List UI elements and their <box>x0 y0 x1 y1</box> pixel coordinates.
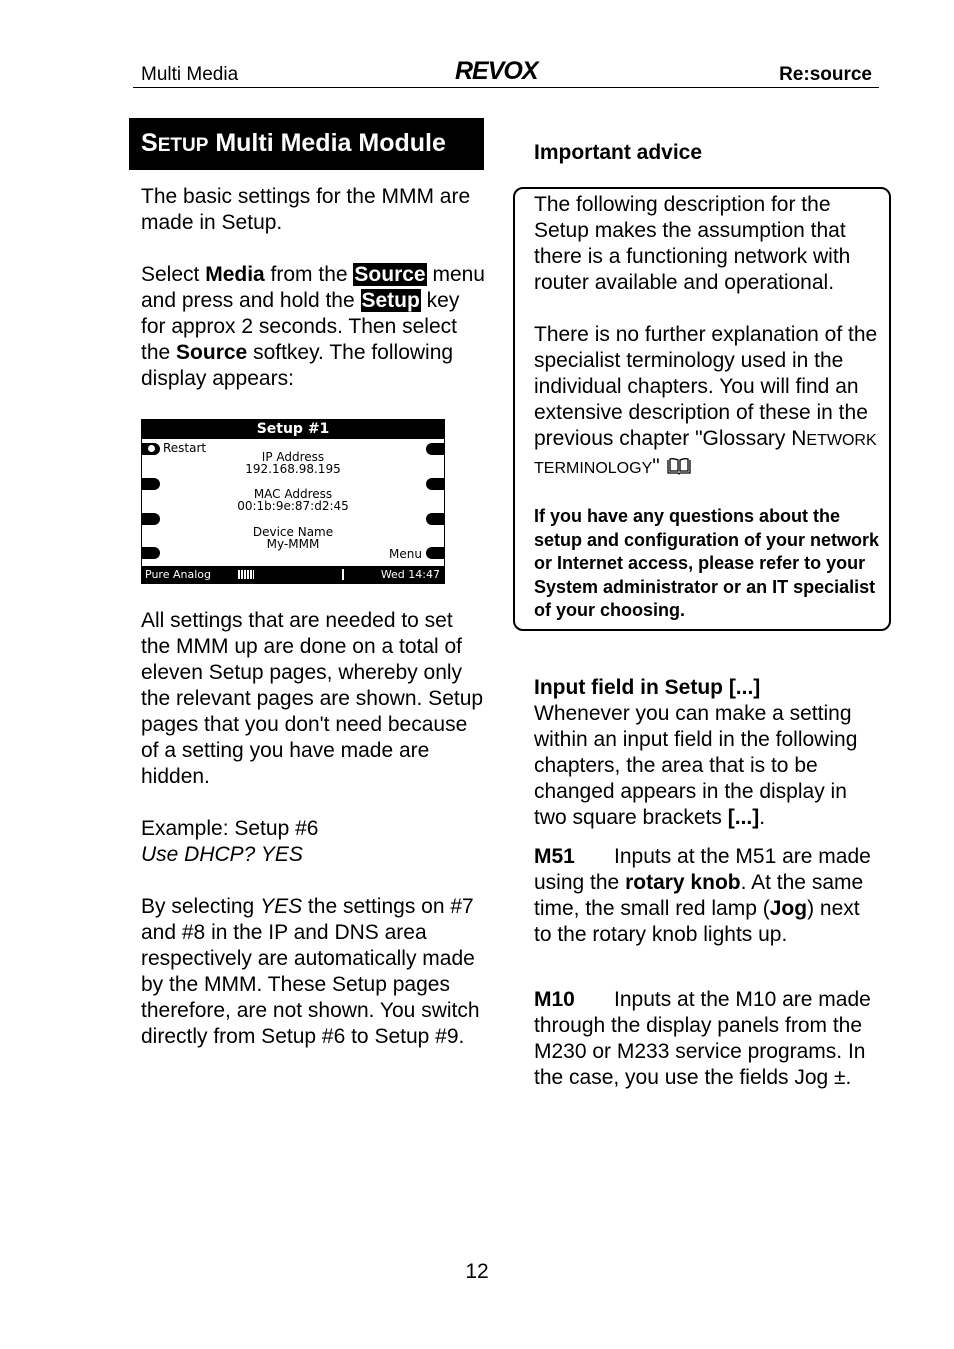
lcd-status-time: Wed 14:47 <box>380 568 440 581</box>
softkey-marker <box>142 513 160 525</box>
m10-paragraph <box>534 987 879 1091</box>
input-field-paragraph <box>534 701 879 831</box>
page-number: 12 <box>465 1260 489 1283</box>
softkey-marker <box>142 547 160 559</box>
svg-text:REVOX: REVOX <box>455 58 538 82</box>
text: Select <box>141 263 206 286</box>
header-product-label: Re:source <box>779 64 872 85</box>
advice-bold-paragraph: If you have any questions about the setup and configuration of your network or Internet access, please refer to your System administrator or an IT specialist of your choosing. <box>534 506 880 620</box>
volume-bar-icon <box>238 570 254 579</box>
text: Whenever you can make a setting within an input field in the following chapters, the area that is to be changed appears in the display in two square brackets <box>534 702 858 829</box>
revox-logo <box>455 58 555 87</box>
text: Inputs at the M10 are made through the display panels from the M230 or M233 service programs. In the case, you use the fields Jog ±. <box>534 988 871 1089</box>
lcd-title: Setup #1 <box>142 420 444 439</box>
lcd-status-bar <box>142 566 444 583</box>
book-icon <box>666 455 692 478</box>
text: ) next to the rotary knob lights up. <box>534 897 860 946</box>
lcd-device-label: Device Name <box>252 525 334 539</box>
title-setup-smallcaps: ETUP <box>157 135 209 156</box>
text: softkey. The following display appears: <box>141 341 454 390</box>
text: By selecting <box>141 895 261 918</box>
smallcaps-rest: ETWORK TERMINOLOGY <box>534 432 877 477</box>
text: from the <box>264 263 354 286</box>
softkey-marker <box>426 547 444 559</box>
smallcaps-initial: N <box>791 427 807 450</box>
lcd-device-value: My-MMM <box>266 537 320 551</box>
media-term: Media <box>205 263 265 286</box>
text: " <box>652 455 666 478</box>
text: . At the same time, the small red lamp ( <box>534 871 864 920</box>
jog-term: Jog <box>769 897 808 920</box>
example-label: Example: Setup #6 <box>141 817 319 840</box>
text: Inputs at the M51 are made using the <box>534 845 871 894</box>
text: menu and press and hold the <box>141 263 485 312</box>
lcd-mac-value: 00:1b:9e:87:d2:45 <box>237 499 349 513</box>
title-rest: Multi Media Module <box>208 129 446 157</box>
lcd-status-source: Pure Analog <box>145 568 211 581</box>
softkey-marker <box>426 513 444 525</box>
lcd-ip-label: IP Address <box>261 450 325 464</box>
setup-display-screenshot <box>141 419 445 584</box>
intro-paragraph: The basic settings for the MMM are made in Setup. <box>141 185 471 234</box>
instruction-paragraph <box>141 262 486 392</box>
m51-label: M51 <box>534 845 575 868</box>
settings-paragraph: All settings that are needed to set the MMM up are done on a total of eleven Setup pages, whereby only the relevant pages are shown. Setup pages that you don't need because of a setting you have made are hidden. <box>141 609 484 788</box>
source-softkey-term: Source <box>176 341 248 364</box>
text: the settings on #7 and #8 in the IP and DNS area respectively are automatically made by the MMM. These Setup pages therefore, are not shown. You switch directly from Setup #6 to Setup #9. <box>141 895 480 1048</box>
lcd-menu: Menu <box>389 547 422 561</box>
text: . <box>759 806 766 829</box>
section-title <box>129 118 484 170</box>
m10-label: M10 <box>534 988 575 1011</box>
m51-paragraph <box>534 844 879 948</box>
text: There is no further explanation of the specialist terminology used in the individual chapters. You will find an extensive description of these in the previous chapter "Glossary <box>534 323 878 450</box>
advice-paragraph-1: The following description for the Setup makes the assumption that there is a functioning network with router available and operational. <box>534 193 851 294</box>
text: key for approx 2 seconds. Then select the <box>141 289 460 364</box>
advice-paragraph-2 <box>534 322 884 482</box>
header-section-label: Multi Media <box>141 64 239 85</box>
lcd-mac-label: MAC Address <box>253 487 333 501</box>
title-setup-initial: S <box>141 129 158 157</box>
setup-key-highlight: Setup <box>361 289 420 312</box>
example-italic: Use DHCP? YES <box>141 843 303 866</box>
source-key-highlight: Source <box>354 263 426 286</box>
rotary-knob-term: rotary knob <box>625 871 741 894</box>
dhcp-paragraph <box>141 894 486 1050</box>
header-rule <box>133 87 879 88</box>
divider-icon <box>342 569 344 580</box>
yes-term: YES <box>260 895 303 918</box>
input-field-heading: Input field in Setup [...] <box>534 676 761 699</box>
bracket-term: [...] <box>727 806 760 829</box>
important-advice-heading: Important advice <box>534 141 703 164</box>
lcd-restart: Restart <box>163 441 207 455</box>
lcd-ip-value: 192.168.98.195 <box>245 462 341 476</box>
